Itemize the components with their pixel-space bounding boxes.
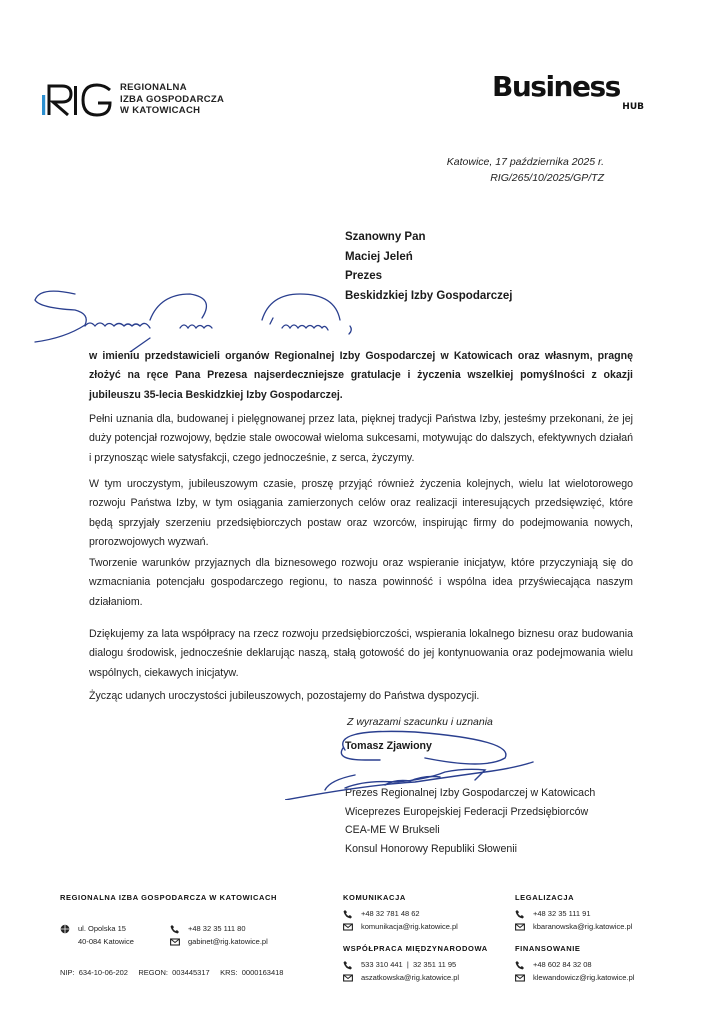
footer-org-email[interactable]: gabinet@rig.katowice.pl (188, 937, 268, 946)
business-hub-logo (492, 70, 652, 118)
signer-title: Konsul Honorowy Republiki Słowenii (345, 842, 517, 855)
signer-title: Wiceprezes Europejskiej Federacji Przedsiębiorców (345, 805, 589, 818)
rig-logo-name (120, 82, 224, 117)
rig-logo-line: REGIONALNA (120, 82, 187, 93)
recipient-line: Szanowny Pan (345, 231, 426, 243)
footer-section-email[interactable]: kbaranowska@rig.katowice.pl (533, 922, 633, 931)
phone-icon (515, 960, 525, 970)
footer-section-phone[interactable]: +48 602 84 32 08 (533, 960, 592, 969)
footer-section-phone[interactable]: +48 32 35 111 91 (533, 909, 591, 918)
mail-icon (170, 937, 180, 947)
footer-org (60, 893, 283, 977)
footer-section-phone[interactable]: +48 32 781 48 62 (361, 909, 420, 918)
recipient-line: Prezes (345, 270, 383, 282)
footer-org-heading: REGIONALNA IZBA GOSPODARCZA W KATOWICACH (60, 893, 278, 902)
rig-logo (40, 82, 280, 122)
footer-registry: NIP: 634-10-06-202 REGON: 003445317 KRS: 0000163418 (60, 968, 284, 977)
phone-icon (170, 924, 180, 934)
handwritten-salutation (30, 280, 410, 352)
rig-logo-line: W KATOWICACH (120, 105, 201, 116)
footer-section-heading: KOMUNIKACJA (343, 893, 406, 902)
footer-section-heading: FINANSOWANIE (515, 944, 581, 953)
footer-section (515, 893, 634, 933)
rig-logo-mark-icon (40, 82, 115, 118)
letter-meta (447, 154, 604, 186)
intro-paragraph: w imieniu przedstawicieli organów Regionalnej Izby Gospodarczej w Katowicach oraz własnym, pragnę złożyć na ręce Pana Prezesa najserdeczniejsze gratulacje i życzenia wszelkiej pomyślności z okazji jubileuszu 35-lecia Beskidzkiej Izby Gospodarczej. (89, 350, 633, 401)
place-date: Katowice, 17 października 2025 r. (446, 156, 604, 168)
footer-section-heading: LEGALIZACJA (515, 893, 575, 902)
footer-contacts-col3 (515, 893, 634, 984)
phone-icon (515, 909, 525, 919)
closing-phrase: Z wyrazami szacunku i uznania (347, 716, 493, 728)
business-hub-logo-sub: HUB (622, 102, 644, 112)
footer-address-line: 40-084 Katowice (78, 937, 134, 946)
recipient-line: Beskidzkiej Izby Gospodarczej (345, 289, 513, 302)
footer-section-email[interactable]: aszatkowska@rig.katowice.pl (361, 973, 460, 982)
reference-number: RIG/265/10/2025/GP/TZ (490, 172, 604, 184)
handwritten-signature (285, 730, 545, 800)
rig-logo-line: IZBA GOSPODARCZA (120, 93, 225, 105)
business-hub-logo-main: Business (492, 70, 620, 103)
footer-address-line: ul. Opolska 15 (78, 924, 126, 933)
footer-section (515, 944, 634, 984)
footer-section (343, 893, 488, 933)
body-paragraph: Życząc udanych uroczystości jubileuszowych, pozostajemy do Państwa dyspozycji. (89, 690, 480, 702)
footer-section (343, 944, 488, 984)
mail-icon (515, 973, 525, 983)
footer-section-phone[interactable]: 533 310 441 | 32 351 11 95 (361, 960, 457, 969)
body-paragraph: Dziękujemy za lata współpracy na rzecz rozwoju przedsiębiorczości, wspierania lokalnego biznesu oraz budowania dialogu środowisk, jednocześnie deklarując naszą, stałą gotowość do jej kontynuowania oraz podejmowania wielu wspólnych, ciekawych inicjatyw. (89, 628, 633, 679)
globe-icon (60, 924, 70, 934)
body-paragraph: Tworzenie warunków przyjaznych dla biznesowego rozwoju oraz wspieranie inicjatyw, które przyczyniają się do wzmacniania potencjału gospodarczego regionu, to nasza powinność i wspólna idea przyświecająca naszym działaniom. (89, 557, 633, 608)
signer-title: CEA-ME W Brukseli (345, 824, 440, 836)
signer-title: Prezes Regionalnej Izby Gospodarczej w Katowicach (345, 787, 596, 799)
footer-section-email[interactable]: komunikacja@rig.katowice.pl (361, 922, 458, 931)
footer-contacts-col2 (343, 893, 488, 984)
phone-icon (343, 909, 353, 919)
mail-icon (343, 973, 353, 983)
body-paragraph: Pełni uznania dla, budowanej i pielęgnowanej przez lata, pięknej tradycji Państwa Izby, jesteśmy przekonani, że jej duży potencjał rozwojowy, będzie stale owocował wieloma sukcesami, motywując do dalszych, efektywnych działań i przynosząc wiele satysfakcji, czego jednocześnie, z serca, życzymy. (89, 413, 633, 464)
phone-icon (343, 960, 353, 970)
footer-section-heading: WSPÓŁPRACA MIĘDZYNARODOWA (343, 944, 488, 953)
recipient-line: Maciej Jeleń (345, 250, 413, 263)
body-paragraph: W tym uroczystym, jubileuszowym czasie, proszę przyjąć również życzenia kolejnych, wielu lat wielotorowego rozwoju Państwa Izby, w tym osiągania zamierzonych celów oraz realizacji interesujących przedsięwzięć, które będą sprzyjały szerzeniu przedsiębiorczych postaw oraz wzorców, inspirując firmy do podejmowania nowych, prorozwojowych wyzwań. (89, 478, 633, 549)
footer-section-email[interactable]: klewandowicz@rig.katowice.pl (533, 973, 635, 982)
signer-name: Tomasz Zjawiony (345, 740, 432, 752)
mail-icon (343, 922, 353, 932)
footer-org-phone[interactable]: +48 32 35 111 80 (188, 924, 246, 933)
mail-icon (515, 922, 525, 932)
